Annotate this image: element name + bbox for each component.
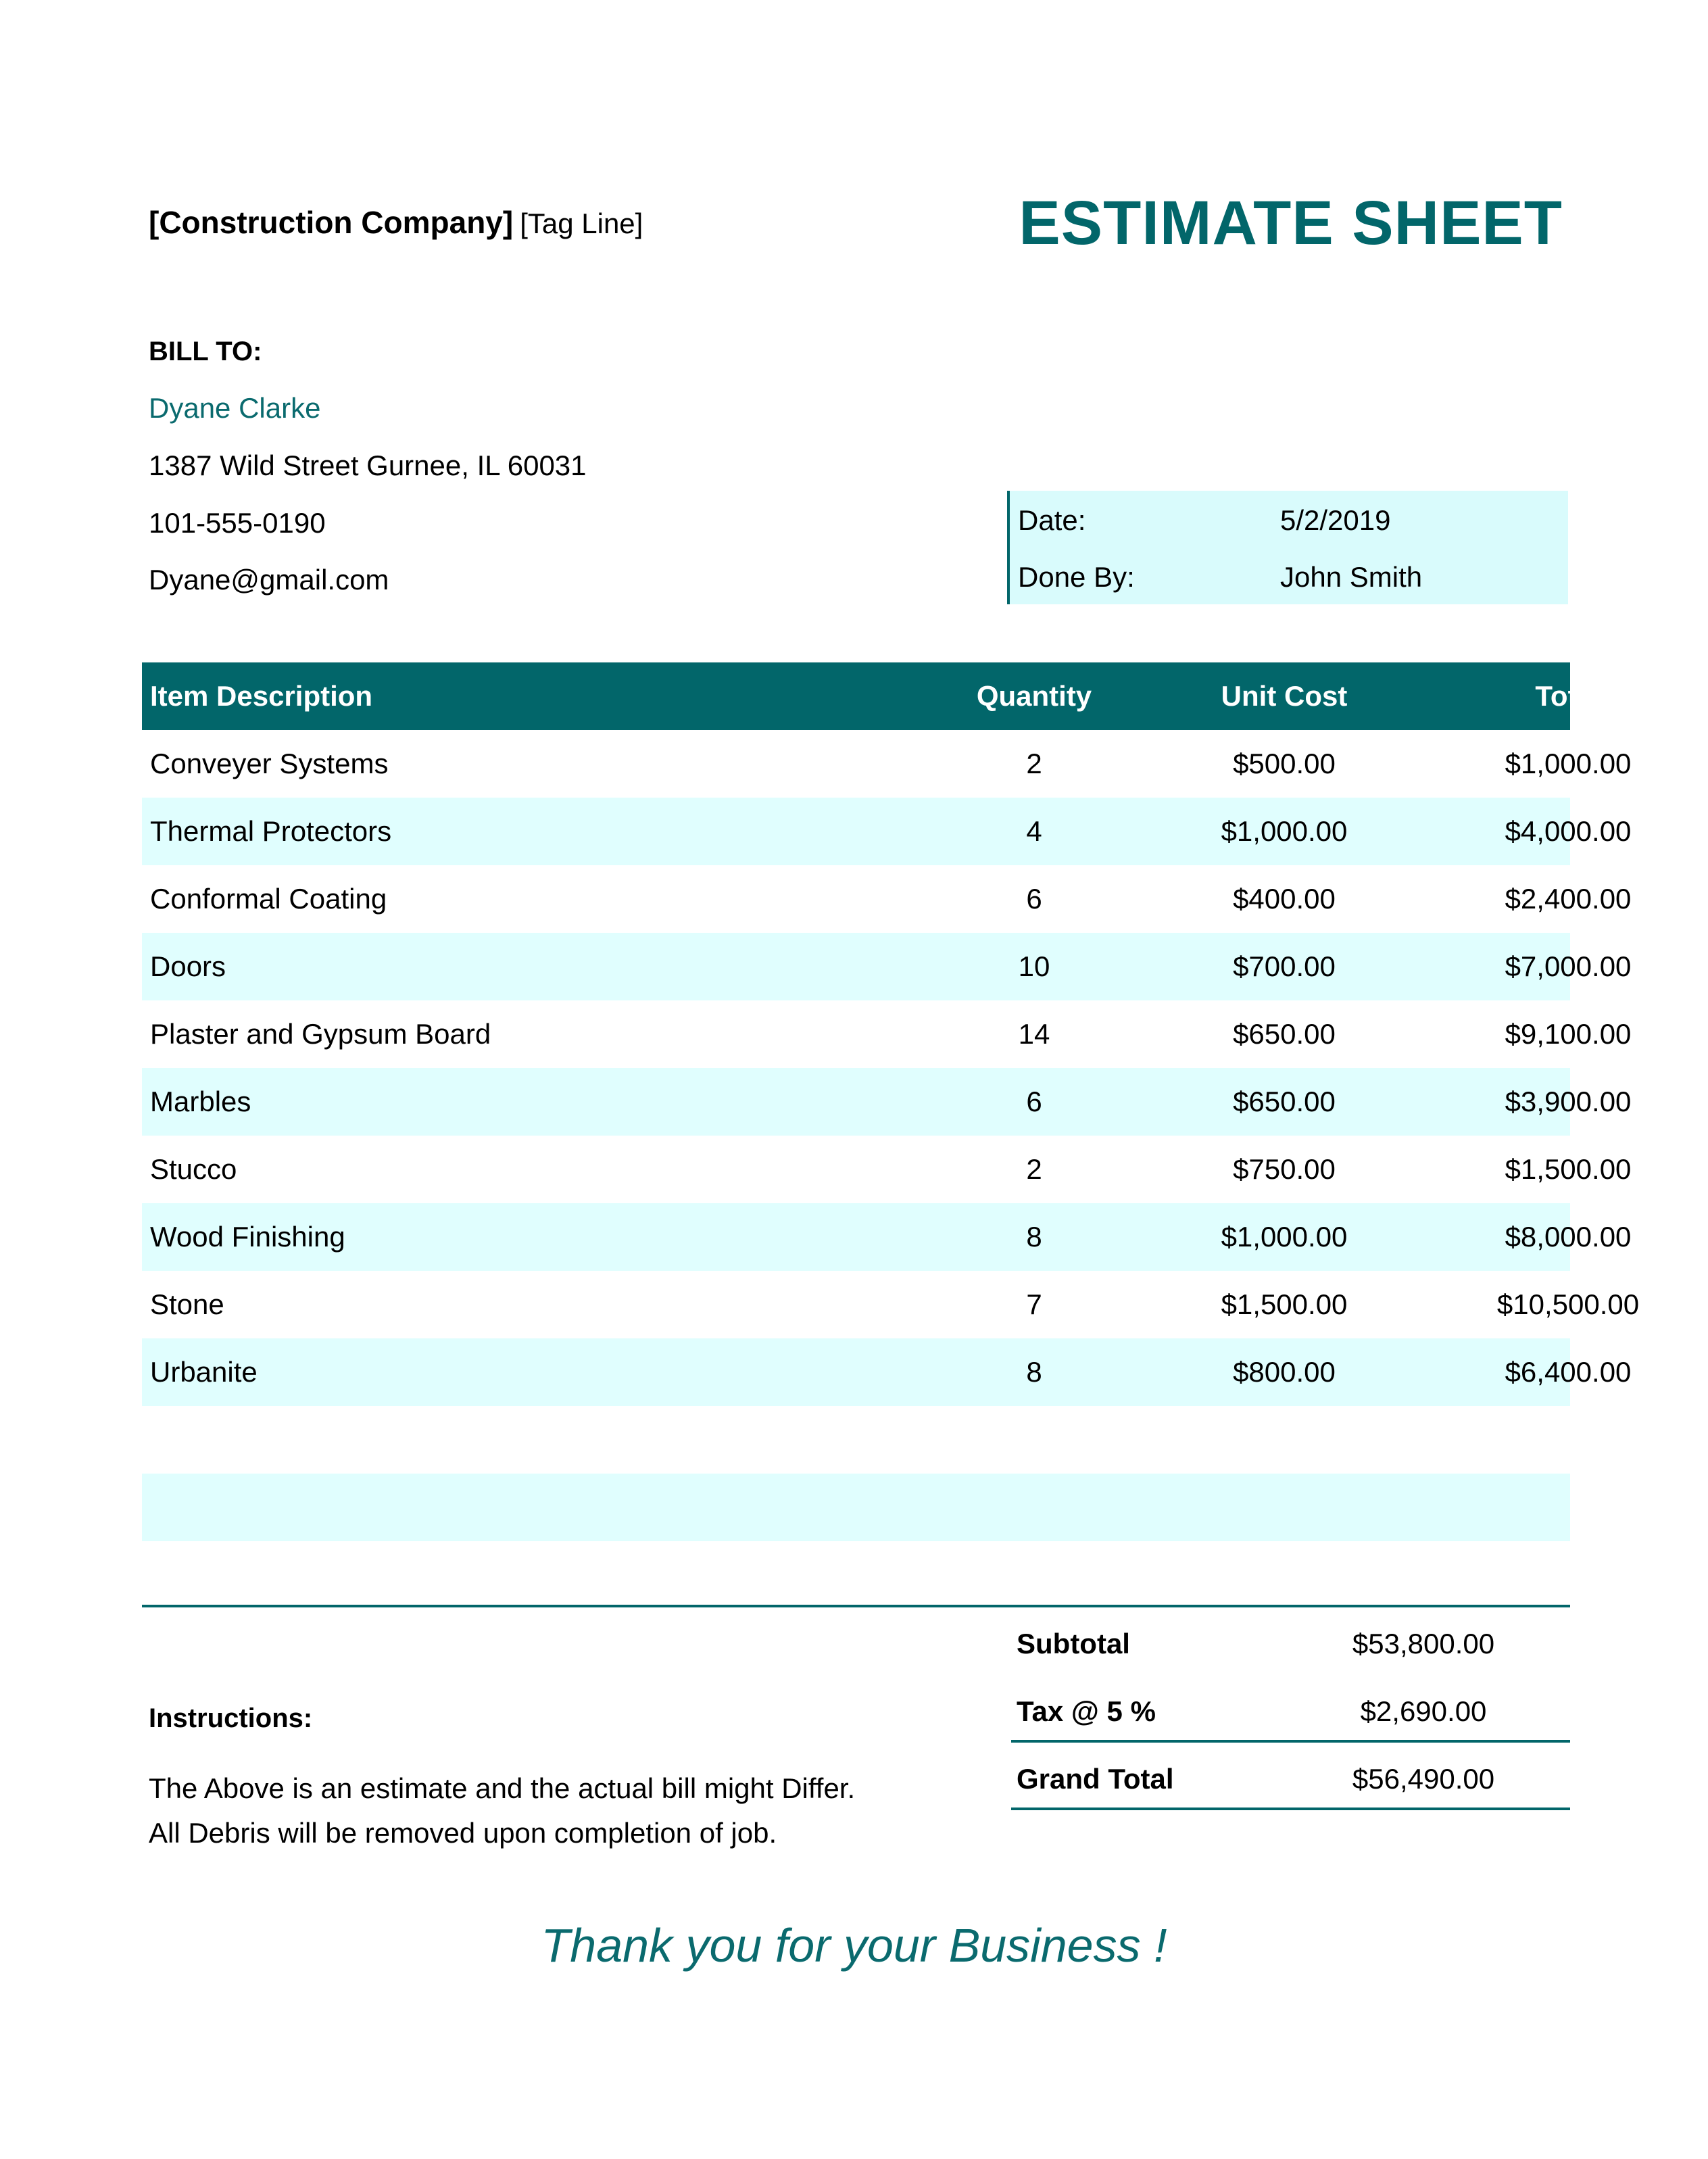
cell-total: $1,500.00 (1505, 1153, 1632, 1185)
cell-total (1413, 1474, 1708, 1541)
done-by-label: Done By: (1018, 561, 1135, 593)
table-row (142, 1000, 1632, 1068)
cell-total: $1,000.00 (1505, 748, 1632, 779)
cell-total (1413, 1541, 1708, 1609)
cell-quantity: 2 (1026, 748, 1042, 779)
cell-quantity: 8 (1026, 1356, 1042, 1388)
company-label: [Construction Company] (149, 205, 514, 240)
cell-unit-cost: $650.00 (1233, 1086, 1336, 1117)
bill-to-label: BILL TO: (149, 337, 262, 366)
table-row (142, 730, 1632, 798)
cell-quantity: 10 (1018, 950, 1050, 982)
table-row (142, 1541, 1570, 1609)
cell-quantity: 2 (1026, 1153, 1042, 1185)
client-name: Dyane Clarke (149, 392, 321, 424)
table-row (142, 1406, 1570, 1474)
cell-unit-cost: $1,000.00 (1221, 815, 1348, 847)
column-header-total: Total (1535, 680, 1601, 712)
cell-description: Thermal Protectors (150, 815, 392, 847)
thank-you-message: Thank you for your Business ! (541, 1919, 1167, 1972)
cell-unit-cost (1129, 1474, 1440, 1541)
date-label: Date: (1018, 504, 1086, 536)
cell-description: Wood Finishing (150, 1221, 345, 1253)
table-row (142, 865, 1632, 933)
subtotal-label: Subtotal (1017, 1628, 1130, 1659)
tagline: [Tag Line] (520, 208, 643, 239)
column-header-quantity: Quantity (976, 680, 1092, 712)
table-row (142, 1338, 1632, 1406)
cell-quantity: 8 (1026, 1221, 1042, 1253)
cell-total: $9,100.00 (1505, 1018, 1632, 1050)
done-by-row (1010, 548, 1568, 604)
document-title: ESTIMATE SHEET (1019, 189, 1563, 258)
cell-total: $8,000.00 (1505, 1221, 1632, 1253)
table-row (142, 1203, 1632, 1271)
table-header (142, 662, 1601, 730)
tax-label: Tax @ 5 % (1017, 1695, 1156, 1727)
tax-value: $2,690.00 (1360, 1695, 1487, 1727)
cell-unit-cost (1129, 1406, 1440, 1474)
cell-quantity: 6 (1026, 883, 1042, 915)
cell-unit-cost: $500.00 (1233, 748, 1336, 779)
cell-description: Stone (150, 1288, 224, 1320)
grand-total-label: Grand Total (1017, 1763, 1174, 1795)
done-by-value: John Smith (1280, 561, 1423, 593)
cell-unit-cost: $1,000.00 (1221, 1221, 1348, 1253)
table-row (142, 1136, 1632, 1203)
client-address: 1387 Wild Street Gurnee, IL 60031 (149, 450, 587, 481)
client-phone: 101-555-0190 (149, 507, 326, 539)
cell-unit-cost: $700.00 (1233, 950, 1336, 982)
company-name (149, 204, 643, 241)
cell-unit-cost: $750.00 (1233, 1153, 1336, 1185)
cell-description: Conformal Coating (150, 883, 387, 915)
grand-total-top-rule (1011, 1740, 1570, 1743)
estimate-meta-box (1007, 491, 1568, 604)
cell-quantity: 6 (1026, 1086, 1042, 1117)
column-header-description: Item Description (150, 680, 373, 712)
grand-total-bottom-rule (1011, 1808, 1570, 1810)
cell-unit-cost (1129, 1541, 1440, 1609)
cell-description: Conveyer Systems (150, 748, 389, 779)
cell-quantity: 4 (1026, 815, 1042, 847)
cell-unit-cost: $400.00 (1233, 883, 1336, 915)
cell-description: Marbles (150, 1086, 251, 1117)
cell-total: $10,500.00 (1496, 1288, 1640, 1320)
subtotal-value: $53,800.00 (1352, 1628, 1495, 1659)
table-row (142, 1474, 1570, 1541)
instructions-label: Instructions: (149, 1703, 313, 1733)
totals-divider (142, 1605, 1570, 1607)
cell-unit-cost: $800.00 (1233, 1356, 1336, 1388)
cell-unit-cost: $1,500.00 (1221, 1288, 1348, 1320)
table-row (142, 798, 1632, 865)
date-value: 5/2/2019 (1280, 504, 1391, 536)
date-row (1010, 491, 1568, 548)
items-table (142, 662, 1640, 1609)
cell-description: Stucco (150, 1153, 237, 1185)
cell-total: $6,400.00 (1505, 1356, 1632, 1388)
cell-description: Plaster and Gypsum Board (150, 1018, 491, 1050)
cell-unit-cost: $650.00 (1233, 1018, 1336, 1050)
instructions-line-2: All Debris will be removed upon completion of job. (149, 1817, 777, 1849)
instructions-line-1: The Above is an estimate and the actual bill might Differ. (149, 1772, 856, 1804)
table-row (142, 1271, 1640, 1338)
grand-total-value: $56,490.00 (1352, 1763, 1495, 1795)
cell-total: $7,000.00 (1505, 950, 1632, 982)
cell-total: $3,900.00 (1505, 1086, 1632, 1117)
cell-total: $4,000.00 (1505, 815, 1632, 847)
cell-quantity: 14 (1018, 1018, 1050, 1050)
table-row (142, 933, 1632, 1000)
cell-total: $2,400.00 (1505, 883, 1632, 915)
table-row (142, 1068, 1632, 1136)
client-email: Dyane@gmail.com (149, 564, 389, 596)
cell-total (1413, 1406, 1708, 1474)
table-body (142, 730, 1640, 1609)
cell-description: Doors (150, 950, 226, 982)
column-header-unit-cost: Unit Cost (1221, 680, 1348, 712)
cell-description: Urbanite (150, 1356, 258, 1388)
cell-quantity: 7 (1026, 1288, 1042, 1320)
